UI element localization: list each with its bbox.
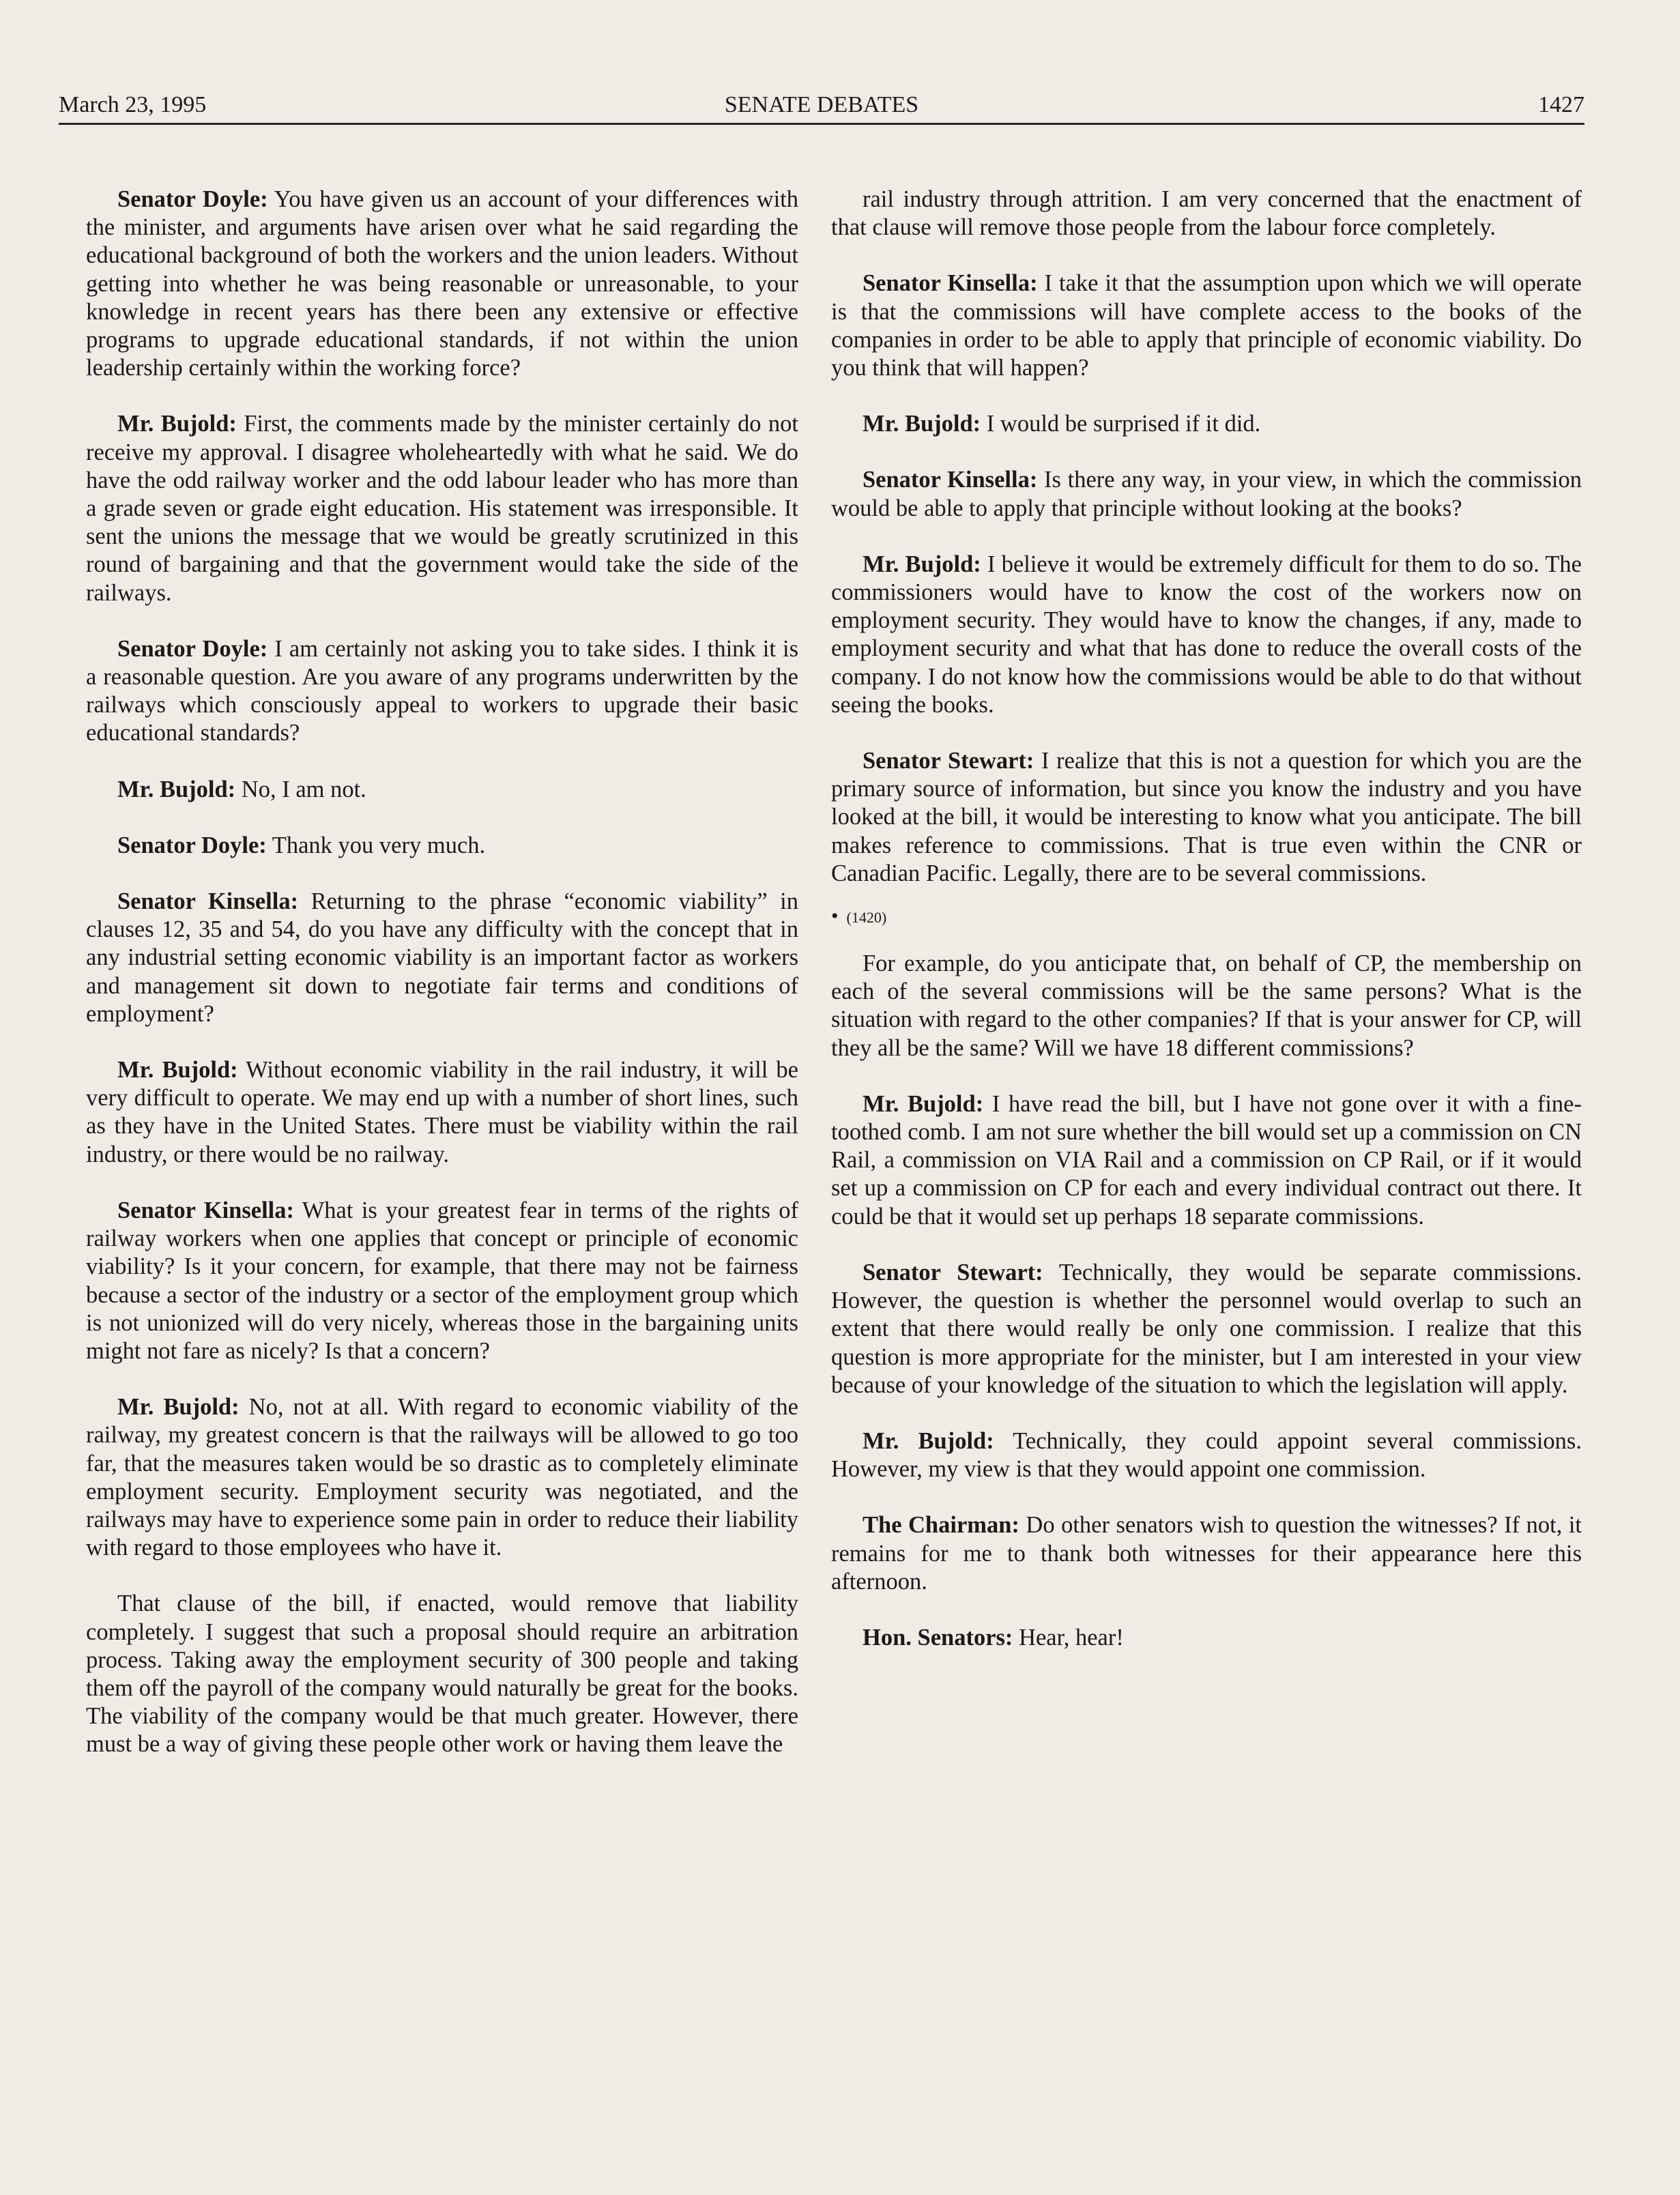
speaker-name: Senator Kinsella: (863, 467, 1038, 493)
paragraph-text: Without economic viability in the rail industry, it will be very difficult to operate. We may end up with a number of short lines, such as they have in the United States. There must be viability within the rail industry, or there would be no railway. (86, 1057, 798, 1167)
paragraph-text: Thank you very much. (266, 832, 486, 858)
time-marker-text: (1420) (846, 909, 887, 927)
transcript-paragraph (831, 410, 1582, 438)
paragraph-text: Returning to the phrase “economic viability” in clauses 12, 35 and 54, do you have any difficulty with the concept that in any industrial setting economic viability is an important factor as workers and management sit down to negotiate fair terms and conditions of employment? (86, 888, 798, 1027)
paragraph-text: I take it that the assumption upon which we will operate is that the commissions will have complete access to the books of the companies in order to be able to apply that principle of economic viability. Do you think that will happen? (831, 270, 1582, 381)
speaker-name: Mr. Bujold: (117, 776, 236, 802)
paragraph-text: I have read the bill, but I have not gone over it with a fine-toothed comb. I am not sure whether the bill would set up a commission on CN Rail, a commission on VIA Rail and a commission on CP Rail, or if it would set up a commission on CP for each and every individual contract out there. It could be that it would set up perhaps 18 separate commissions. (831, 1090, 1582, 1230)
transcript-paragraph (86, 1197, 798, 1365)
transcript-paragraph (86, 410, 798, 607)
header-date: March 23, 1995 (59, 92, 207, 117)
paragraph-text: I would be surprised if it did. (981, 411, 1261, 437)
speaker-name: Senator Kinsella: (117, 888, 299, 915)
speaker-name: Mr. Bujold: (117, 1057, 238, 1084)
speaker-name: Senator Doyle: (117, 832, 267, 858)
speaker-name: Hon. Senators: (863, 1624, 1013, 1651)
paragraph-text: Hear, hear! (1013, 1624, 1124, 1651)
paragraph-text: I realize that this is not a question for which you are the primary source of information, but since you know the industry and you have looked at the bill, it would be interesting to know what you anticipate. The bill makes reference to commissions. That is true even within the CNR or Canadian Pacific. Legally, there are to be several commissions. (831, 748, 1582, 886)
header-page-number: 1427 (1538, 92, 1584, 117)
transcript-paragraph (86, 832, 798, 860)
time-marker (831, 906, 1582, 928)
paragraph-text: That clause of the bill, if enacted, would remove that liability completely. I suggest that such a proposal should require an arbitration process. Taking away the employment security of 300 people and taking them off the payroll of the company would naturally be great for the books. The viability of the company would be that much greater. However, there must be a way of giving these people other work or having them leave the (86, 1590, 798, 1758)
paragraph-text: Technically, they would be separate commissions. However, the question is whether the personnel would overlap to such an extent that there would really be only one commission. I realize that this question is more appropriate for the minister, but I am interested in your view because of your knowledge of the situation to which the legislation will apply. (831, 1259, 1582, 1398)
transcript-paragraph (86, 888, 798, 1028)
transcript-paragraph (831, 1090, 1582, 1231)
paragraph-text: Technically, they could appoint several commissions. However, my view is that they would appoint one commission. (831, 1427, 1582, 1483)
paragraph-text: What is your greatest fear in terms of the rights of railway workers when one applies that concept or principle of economic viability? Is it your concern, for example, that there may not be fairness because a sector of the industry or a sector of the employment group which is not unionized will do very nicely, whereas those in the bargaining units might not fare as nicely? Is that a concern? (86, 1197, 798, 1364)
speaker-name: Mr. Bujold: (863, 411, 981, 437)
right-column (831, 186, 1582, 1680)
speaker-name: Senator Doyle: (117, 635, 268, 662)
paragraph-text: You have given us an account of your differences with the minister, and arguments have arisen over what he said regarding the educational background of both the workers and the union leaders. Without getting into whether he was being reasonable or unreasonable, to your knowledge in recent years has there been any extensive or effective programs to upgrade educational standards, if not within the union leadership certainly within the working force? (86, 186, 798, 381)
transcript-paragraph (86, 1590, 798, 1758)
speaker-name: Senator Kinsella: (117, 1197, 294, 1223)
speaker-name: Senator Kinsella: (863, 270, 1038, 297)
left-column (86, 186, 798, 1787)
paragraph-text: First, the comments made by the minister certainly do not receive my approval. I disagree wholeheartedly with what he said. We do have the odd railway worker and the odd labour leader who has more than a grade seven or grade eight education. His statement was irresponsible. It sent the unions the message that we would be greatly scrutinized in this round of bargaining and that the government would take the side of the railways. (86, 411, 798, 606)
transcript-paragraph (86, 776, 798, 804)
paragraph-text: rail industry through attrition. I am very concerned that the enactment of that clause will remove those people from the labour force completely. (831, 186, 1582, 241)
paragraph-text: I believe it would be extremely difficult for them to do so. The commissioners would have to know the cost of the workers now on employment security. They would have to know the changes, if any, made to employment security and what that has done to reduce the overall costs of the company. I do not know how the commissions would be able to do that without seeing the books. (831, 551, 1582, 718)
speaker-name: Senator Stewart: (863, 1259, 1043, 1285)
page-header (59, 87, 1584, 125)
transcript-paragraph (831, 1259, 1582, 1399)
transcript-paragraph (831, 270, 1582, 382)
paragraph-text: I am certainly not asking you to take sides. I think it is a reasonable question. Are you aware of any programs underwritten by the railways which consciously appeal to workers to upgrade their basic educational standards? (86, 635, 798, 746)
transcript-paragraph (831, 1427, 1582, 1483)
speaker-name: Mr. Bujold: (863, 1427, 994, 1454)
paragraph-text: No, I am not. (235, 776, 366, 802)
transcript-paragraph (831, 950, 1582, 1062)
paragraph-text: Is there any way, in your view, in which the commission would be able to apply that principle without looking at the books? (831, 467, 1582, 521)
paragraph-text: Do other senators wish to question the witnesses? If not, it remains for me to thank both witnesses for their appearance here this afternoon. (831, 1512, 1582, 1595)
transcript-paragraph (831, 186, 1582, 242)
speaker-name: Senator Doyle: (117, 186, 268, 212)
transcript-paragraph (831, 466, 1582, 522)
paragraph-text: No, not at all. With regard to economic viability of the railway, my greatest concern is that the railways will be allowed to go too far, that the measures taken would be so drastic as to completely eliminate employment security. Employment security was negotiated, and the railways may have to experience some pain in order to reduce their liability with regard to those employees who have it. (86, 1394, 798, 1561)
transcript-paragraph (831, 551, 1582, 719)
speaker-name: The Chairman: (863, 1512, 1019, 1539)
speaker-name: Mr. Bujold: (117, 411, 237, 437)
transcript-paragraph (831, 747, 1582, 888)
bullet-icon: • (831, 905, 839, 928)
transcript-paragraph (86, 1393, 798, 1562)
transcript-paragraph (831, 1511, 1582, 1596)
transcript-paragraph (86, 1056, 798, 1169)
speaker-name: Mr. Bujold: (863, 1090, 984, 1117)
paragraph-text: For example, do you anticipate that, on behalf of CP, the membership on each of the several commissions will be the same persons? What is the situation with regard to the other companies? If that is your answer for CP, will they all be the same? Will we have 18 different commissions? (831, 950, 1582, 1061)
transcript-paragraph (86, 186, 798, 382)
speaker-name: Mr. Bujold: (863, 551, 981, 577)
header-title: SENATE DEBATES (724, 92, 919, 117)
transcript-paragraph (831, 1624, 1582, 1652)
speaker-name: Mr. Bujold: (117, 1394, 240, 1421)
transcript-paragraph (86, 635, 798, 748)
speaker-name: Senator Stewart: (863, 748, 1034, 774)
